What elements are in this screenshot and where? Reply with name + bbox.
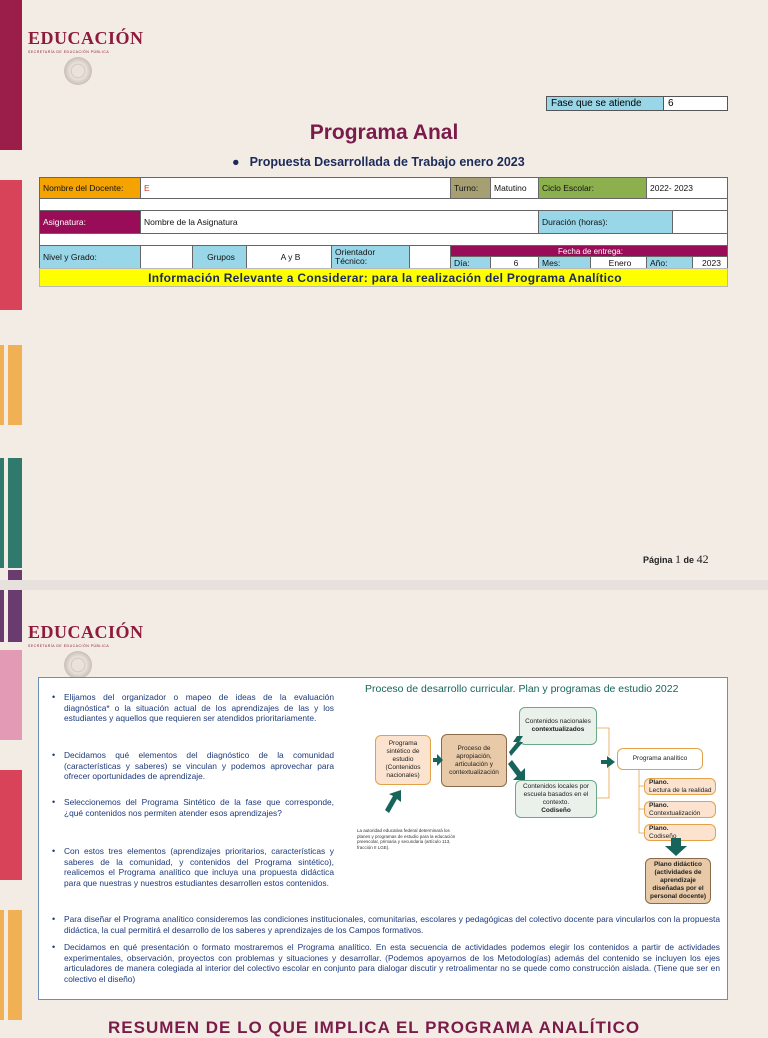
nivel-value[interactable] bbox=[140, 245, 193, 269]
grupos-label: Grupos bbox=[192, 245, 247, 269]
document-page-2 bbox=[0, 590, 768, 1037]
fase-value[interactable]: 6 bbox=[664, 96, 728, 111]
node-text: Codiseño bbox=[541, 807, 571, 814]
arrow-icon bbox=[385, 790, 401, 813]
dia-value[interactable]: 6 bbox=[490, 256, 539, 269]
page-number bbox=[643, 552, 709, 567]
list-item-text: Con estos tres elementos (aprendizajes prioritarios, características y saberes de la comunidad, y contenidos del Programa sintético), realicemos el Programa analítico que incluya una propuesta didáctica para que nuestras y nuestros estudiantes desarrollen estos contenidos. bbox=[64, 846, 334, 888]
list-item-text: Para diseñar el Programa analítico consideremos las condiciones institucionales, comunitarias, escolares y pedagógicas del colectivo docente para vincularlos con la propuesta didáctica, la cual permitirá el desarrollo de los saberes y aprendizajes de los Campos formativos. bbox=[64, 914, 720, 935]
list-item-text: Decidamos qué elementos del diagnóstico de la comunidad (características y saberes) se vinculan y podemos aprovechar para ofrecer oportunidades de aprendizaje. bbox=[64, 750, 334, 781]
decor-stripe bbox=[8, 590, 22, 642]
arrow-icon bbox=[508, 760, 525, 780]
bullet-icon: • bbox=[52, 914, 56, 924]
grupos-value[interactable]: A y B bbox=[246, 245, 332, 269]
sep-logo bbox=[28, 28, 144, 85]
national-seal-icon bbox=[64, 57, 92, 85]
list-item-text: Elijamos del organizador o mapeo de ideas de la evaluación diagnóstica* o la situación actual de los aprendizajes de las y los estudiantes y aquellos que requieren ser atendidos prioritariamente. bbox=[64, 692, 334, 723]
docente-label: Nombre del Docente: bbox=[39, 177, 141, 199]
duracion-value[interactable] bbox=[672, 210, 728, 234]
node-text: Codiseño bbox=[649, 832, 677, 840]
page-separator bbox=[0, 580, 768, 590]
decor-stripe bbox=[0, 910, 4, 1020]
bullet-icon: • bbox=[52, 942, 56, 952]
fase-label: Fase que se atiende bbox=[546, 96, 664, 111]
node-programa-analitico: Programa analítico bbox=[617, 748, 703, 770]
decor-stripe bbox=[0, 458, 4, 568]
logo-text: EDUCACIÓN bbox=[28, 622, 144, 642]
bullet-icon: • bbox=[52, 846, 56, 856]
node-text: contextualizados bbox=[531, 726, 585, 733]
anio-value[interactable]: 2023 bbox=[692, 256, 728, 269]
decor-stripe bbox=[0, 770, 22, 880]
mes-label: Mes: bbox=[538, 256, 591, 269]
nivel-label: Nivel y Grado: bbox=[39, 245, 141, 269]
subtitle-text: Propuesta Desarrollada de Trabajo enero 2023 bbox=[249, 155, 525, 169]
node-text: Lectura de la realidad bbox=[649, 786, 712, 794]
turno-value[interactable]: Matutino bbox=[490, 177, 539, 199]
sep-logo bbox=[28, 622, 144, 679]
node-programa-sintetico: Programa sintético de estudio (Contenidos nacionales) bbox=[375, 735, 431, 785]
decor-stripe bbox=[0, 345, 4, 425]
bullet-icon: ● bbox=[232, 155, 240, 169]
connector-line bbox=[597, 728, 609, 756]
orientador-value[interactable] bbox=[409, 245, 451, 269]
logo-text: EDUCACIÓN bbox=[28, 28, 144, 48]
diagram-title: Proceso de desarrollo curricular. Plan y programas de estudio 2022 bbox=[365, 683, 679, 695]
arrow-icon bbox=[509, 736, 523, 756]
logo-subtext: SECRETARÍA DE EDUCACIÓN PÚBLICA bbox=[28, 644, 110, 648]
list-item-text: Seleccionemos del Programa Sintético de la fase que corresponde, ¿qué contenidos nos permiten atender esos aprendizajes? bbox=[64, 797, 334, 818]
mes-value[interactable]: Enero bbox=[590, 256, 647, 269]
diagram-note: La autoridad educativa federal determinará los planes y programas de estudio para la educación preescolar, primaria y secundaria (artículo 113, fracción II LGE). bbox=[357, 828, 456, 850]
arrow-icon bbox=[665, 838, 687, 856]
arrow-icon bbox=[601, 756, 615, 768]
fecha-label: Fecha de entrega: bbox=[450, 245, 728, 257]
orientador-label: Orientador Técnico: bbox=[331, 245, 410, 269]
decor-stripe bbox=[8, 570, 22, 580]
page-subtitle bbox=[232, 155, 525, 169]
decor-stripe bbox=[0, 180, 22, 310]
page-sep: de bbox=[683, 555, 695, 565]
page-total: 42 bbox=[696, 552, 709, 566]
node-text: Contextualización bbox=[649, 809, 701, 817]
national-seal-icon bbox=[64, 651, 92, 679]
page-label: Página bbox=[643, 555, 673, 565]
info-panel bbox=[38, 677, 728, 1000]
decor-stripe bbox=[8, 910, 22, 1020]
anio-label: Año: bbox=[646, 256, 693, 269]
bullet-icon: • bbox=[52, 797, 56, 807]
page-title: Programa Anal bbox=[309, 121, 459, 144]
node-text: Plano. bbox=[649, 824, 669, 832]
decor-stripe bbox=[0, 650, 22, 740]
node-text: Contenidos nacionales bbox=[525, 718, 591, 725]
asignatura-value[interactable]: Nombre de la Asignatura bbox=[140, 210, 539, 234]
bullet-icon: • bbox=[52, 750, 56, 760]
asignatura-label: Asignatura: bbox=[39, 210, 141, 234]
fase-field bbox=[546, 96, 728, 111]
node-text: Plano. bbox=[649, 778, 669, 786]
diagram-arrows bbox=[39, 678, 729, 1001]
node-text: Contenidos locales por escuela basados en el contexto. bbox=[522, 783, 590, 806]
bullet-icon: • bbox=[52, 692, 56, 702]
list-item-text: Decidamos en qué presentación o formato mostraremos el Programa analítico. En esta secuencia de actividades podemos elegir los contenidos a partir de actividades experimentales, observación, proyectos con problemas y situaciones y desarrollar. (Podemos apoyarnos de los Metodologías) además del contenido se incluyen los ejes articuladores de manera colegiada al interior del colectivo escolar en conjunto para dialogar discutir y retroalimentar no se quede como construcción aislada. (Tiene que ser en colectivo el diseño) bbox=[64, 942, 720, 984]
connector-line bbox=[639, 770, 644, 833]
duracion-label: Duración (horas): bbox=[538, 210, 673, 234]
info-banner: Información Relevante a Considerar: para la realización del Programa Analítico bbox=[39, 268, 728, 287]
ciclo-value[interactable]: 2022- 2023 bbox=[646, 177, 728, 199]
docente-value[interactable]: E bbox=[140, 177, 451, 199]
section-heading: RESUMEN DE LO QUE IMPLICA EL PROGRAMA ANALÍTICO bbox=[108, 1018, 641, 1037]
arrow-icon bbox=[433, 754, 443, 766]
page-current: 1 bbox=[675, 552, 682, 566]
turno-label: Turno: bbox=[450, 177, 491, 199]
ciclo-label: Ciclo Escolar: bbox=[538, 177, 647, 199]
connector-line bbox=[597, 766, 609, 798]
decor-stripe bbox=[8, 345, 22, 425]
logo-subtext: SECRETARÍA DE EDUCACIÓN PÚBLICA bbox=[28, 50, 110, 54]
node-plano-didactico: Plano didáctico (actividades de aprendizaje diseñadas por el personal docente) bbox=[645, 858, 711, 904]
decor-stripe bbox=[0, 590, 4, 642]
dia-label: Día: bbox=[450, 256, 491, 269]
decor-stripe bbox=[8, 458, 22, 568]
node-text: Plano. bbox=[649, 801, 669, 809]
node-proceso: Proceso de apropiación, articulación y contextualización bbox=[441, 734, 507, 787]
